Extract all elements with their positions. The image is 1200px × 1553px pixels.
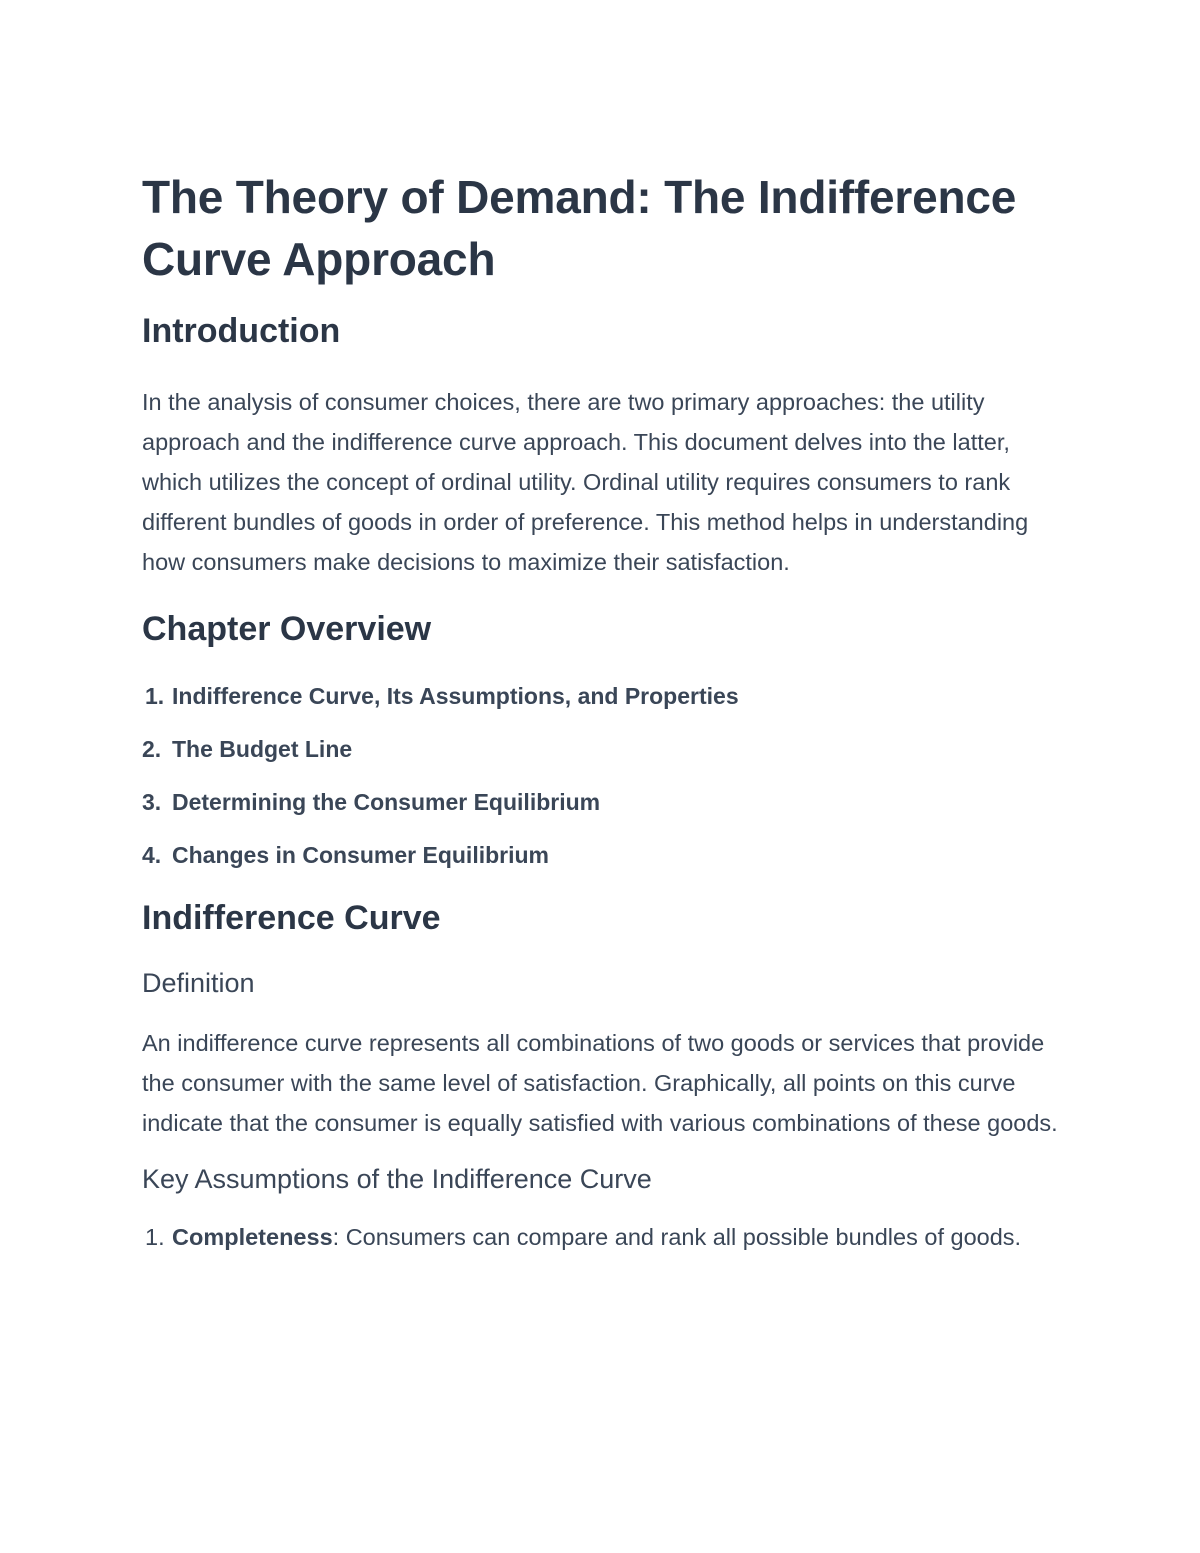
definition-heading: Definition [142,968,255,998]
document-title: The Theory of Demand: The Indifference Curve Approach [142,171,1017,285]
list-item [142,786,1062,818]
list-item-text: Determining the Consumer Equilibrium [172,789,601,815]
chapter-overview-list [142,680,1062,871]
introduction-heading: Introduction [142,312,341,350]
key-assumptions-heading: Key Assumptions of the Indifference Curve [142,1164,652,1194]
definition-paragraph: An indifference curve represents all combinations of two goods or services that provide the consumer with the same level of satisfaction. Graphically, all points on this curve indicate that the consumer is equally satisfied with various combinations of these goods. [142,1030,1058,1136]
list-item [142,1217,1062,1257]
list-item-number: 2. [142,736,162,762]
list-item [142,839,1062,871]
document-body [142,166,1062,1257]
indifference-curve-heading: Indifference Curve [142,899,441,937]
list-item [142,733,1062,765]
list-item-text: Indifference Curve, Its Assumptions, and Properties [172,683,739,709]
chapter-overview-heading: Chapter Overview [142,610,432,648]
list-item-text: Changes in Consumer Equilibrium [172,842,549,868]
list-item-number: 4. [142,842,162,868]
list-item-number: 3. [142,789,162,815]
assumptions-list [142,1217,1062,1257]
list-item-text: The Budget Line [172,736,353,762]
assumption-text: : Consumers can compare and rank all possible bundles of goods. [332,1224,1022,1250]
introduction-paragraph: In the analysis of consumer choices, there are two primary approaches: the utility approach and the indifference curve approach. This document delves into the latter, which utilizes the concept of ordinal utility. Ordinal utility requires consumers to rank different bundles of goods in order of preference. This method helps in understanding how consumers make decisions to maximize their satisfaction. [142,389,1029,575]
list-item [142,680,1062,712]
list-item-number: 1. [145,683,165,709]
assumption-term: Completeness [172,1224,333,1250]
list-item-number: 1. [145,1224,165,1250]
